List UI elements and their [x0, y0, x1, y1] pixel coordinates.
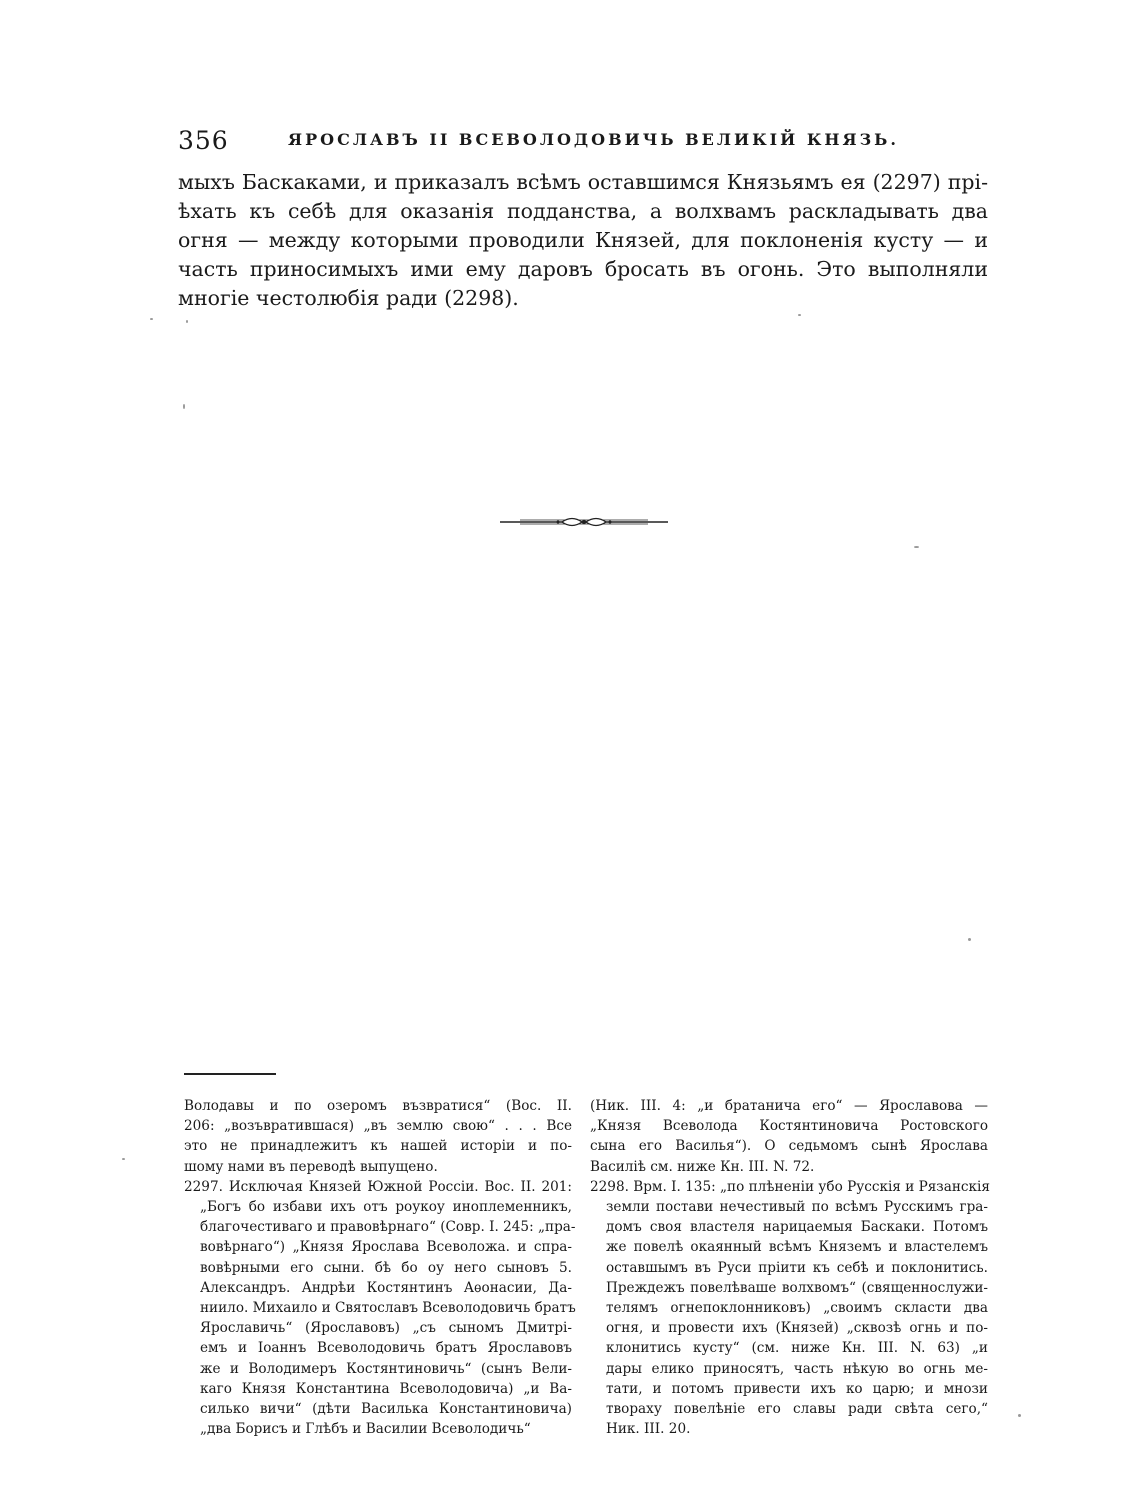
- scan-speck: [150, 318, 153, 320]
- footnote-line: Александръ. Андрѣи Костянтинъ Аѳонасии, Да-: [200, 1279, 572, 1296]
- footnote-2298-start: 2298. Врм. I. 135: „по плѣненіи убо Русскія и Рязанскія: [590, 1178, 990, 1195]
- footnote-line: сына его Василья“). О седьмомъ сынѣ Ярослава: [590, 1138, 988, 1155]
- footnote-line: Преждежъ повелѣваше волхвомъ“ (священнослужи-: [606, 1279, 988, 1296]
- footnote-line: Ник. III. 20.: [606, 1421, 691, 1438]
- main-text-line: ѣхать къ себѣ для оказанія подданства, а волхвамъ раскладывать два: [178, 199, 988, 223]
- footnote-divider: [184, 1073, 276, 1075]
- footnote-2297-start: 2297. Исключая Князей Южной Россіи. Вос. II. 201:: [184, 1178, 572, 1195]
- footnote-line: это не принадлежитъ къ нашей исторіи и по-: [184, 1138, 572, 1155]
- scan-speck: [968, 938, 971, 941]
- footnote-line: Володавы и по озеромъ възвратися“ (Вос. II.: [184, 1098, 572, 1114]
- footnote-line: (Ник. III. 4: „и братанича его“ — Ярославова —: [590, 1098, 988, 1114]
- footnote-line: вовѣрными его сыни. бѣ бо оу него сыновъ 5.: [200, 1259, 572, 1276]
- footnote-line: же повелѣ окаянный всѣмъ Княземъ и властелемъ: [606, 1239, 988, 1256]
- footnote-line: оставшымъ въ Руси пріити къ себѣ и поклонитись.: [606, 1259, 988, 1276]
- scan-speck: [183, 404, 185, 409]
- footnote-line: домъ своя властеля нарицаемыя Баскаки. Потомъ: [606, 1219, 988, 1236]
- page-number: 356: [178, 126, 229, 155]
- footnote-line: 206: „возъвратившася) „въ землю свою“ . . . Все: [184, 1118, 572, 1135]
- section-ornament: [500, 512, 668, 532]
- footnotes-right-column: [590, 1096, 988, 1439]
- footnote-line: земли постави нечестивый по всѣмъ Русскимъ гра-: [606, 1199, 988, 1216]
- footnote-line: „Богъ бо избави ихъ отъ роукоу иноплеменникъ,: [200, 1199, 572, 1216]
- footnote-line: дары елико приносятъ, часть нѣкую во огнь ме-: [606, 1360, 988, 1377]
- footnote-line: же и Володимеръ Костянтиновичь“ (сынъ Вели-: [200, 1360, 572, 1377]
- footnotes-left-column: [184, 1096, 576, 1439]
- main-text-line: многіе честолюбія ради (2298).: [178, 286, 519, 310]
- running-title: ЯРОСЛАВЪ II ВСЕВОЛОДОВИЧЬ ВЕЛИКІЙ КНЯЗЬ.: [288, 130, 899, 149]
- footnote-line: твораху повелѣніе его славы ради свѣта сего,“: [606, 1401, 988, 1418]
- scan-speck: [798, 314, 801, 316]
- footnote-line: огня, и провести ихъ (Князей) „сквозѣ огнь и по-: [606, 1320, 988, 1337]
- footnote-line: благочестиваго и правовѣрнаго“ (Совр. I. 245: „пра-: [200, 1219, 576, 1236]
- footnote-line: Ярославичь“ (Ярославовъ) „съ сыномъ Дмитрі-: [200, 1320, 572, 1337]
- main-text-line: часть приносимыхъ ими ему даровъ бросать въ огонь. Это выполняли: [178, 257, 988, 281]
- footnote-line: каго Князя Константина Всеволодовича) „и Ва-: [200, 1380, 572, 1397]
- footnote-line: шому нами въ переводѣ выпущено.: [184, 1158, 438, 1175]
- footnote-line: емъ и Іоаннъ Всеволодовичь братъ Ярославовъ: [200, 1340, 572, 1357]
- main-text: [178, 168, 988, 313]
- footnote-line: „Князя Всеволода Костянтиновича Ростовского: [590, 1118, 988, 1135]
- footnote-line: клонитись кусту“ (см. ниже Кн. III. N. 63) „и: [606, 1340, 988, 1357]
- scan-speck: [186, 320, 188, 323]
- footnote-line: тати, и потомъ привести ихъ ко царю; и мнози: [606, 1380, 988, 1397]
- footnote-line: телямъ огнепоклонниковъ) „своимъ скласти два: [606, 1300, 988, 1317]
- footnote-line: вовѣрнаго“) „Князя Ярослава Всеволожа. и спра-: [200, 1239, 572, 1256]
- footnote-line: ниило. Михаило и Святославъ Всеволодовичь братъ: [200, 1300, 576, 1317]
- footnote-line: „два Борисъ и Глѣбъ и Василии Всеволодичь“: [200, 1421, 531, 1438]
- scan-speck: [1018, 1414, 1021, 1417]
- footnote-line: Василіѣ см. ниже Кн. III. N. 72.: [590, 1158, 815, 1175]
- scan-speck: [914, 546, 919, 548]
- footnote-line: силько вичи“ (дѣти Василька Константиновича): [200, 1401, 572, 1418]
- main-text-line: мыхъ Баскаками, и приказалъ всѣмъ оставшимся Князьямъ ея (2297) прі-: [178, 170, 988, 194]
- main-text-line: огня — между которыми проводили Князей, для поклоненія кусту — и: [178, 228, 988, 252]
- scan-speck: [122, 1158, 125, 1160]
